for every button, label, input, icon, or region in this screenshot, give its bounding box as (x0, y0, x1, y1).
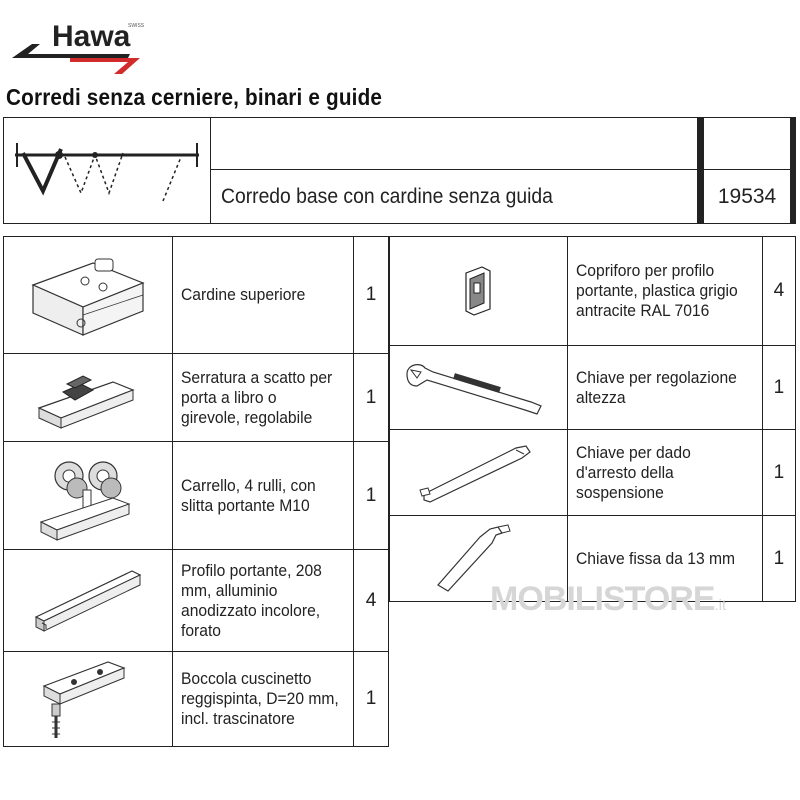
table-row (4, 354, 389, 442)
list-item: Chiave per dado d'arresto della sospensione (567, 430, 762, 516)
left-parts-table (3, 236, 389, 747)
list-item: Carrello, 4 rulli, con slitta portante M10 (173, 442, 354, 550)
quantity: 1 (354, 442, 389, 550)
table-row (390, 346, 796, 430)
table-row (4, 442, 389, 550)
right-parts-table (389, 236, 796, 602)
list-item: Serratura a scatto per porta a libro o girevole, regolabile (173, 354, 354, 442)
brand-tagline: SWISS (128, 23, 145, 29)
snap-lock-icon (33, 362, 143, 434)
folding-door-diagram-icon (9, 131, 205, 211)
watermark (490, 580, 726, 619)
quantity: 1 (762, 346, 795, 430)
list-item: Copriforo per profilo portante, plastica grigio antracite RAL 7016 (567, 237, 762, 346)
list-item: Cardine superiore (173, 237, 354, 354)
list-item: Profilo portante, 208 mm, alluminio anodizzato incolore, forato (173, 550, 354, 652)
brand-logo (10, 18, 145, 78)
bushing-icon (38, 656, 138, 742)
base-kit-description: Corredo base con cardine senza guida (210, 170, 700, 224)
brand-name: Hawa (52, 20, 131, 53)
base-kit-code: 19534 (701, 170, 793, 224)
page-title: Corredi senza cerniere, binari e guide (6, 84, 383, 110)
quantity: 4 (354, 550, 389, 652)
list-item: Chiave fissa da 13 mm (567, 516, 762, 602)
table-row (4, 237, 389, 354)
quantity: 1 (762, 430, 795, 516)
upper-hinge-icon (23, 245, 153, 345)
height-wrench-icon (403, 356, 553, 420)
door-diagram (4, 118, 211, 224)
profile-icon (28, 561, 148, 641)
nut-key-icon (418, 438, 538, 508)
table-row (390, 237, 796, 346)
watermark-text: MOBILISTORE (490, 580, 715, 618)
trolley-icon (33, 446, 143, 546)
cover-cap-icon (458, 261, 498, 321)
header-product-table (3, 117, 796, 224)
quantity: 1 (762, 516, 795, 602)
watermark-suffix: .it (714, 597, 727, 614)
table-row (4, 550, 389, 652)
list-item: Boccola cuscinetto reggispinta, D=20 mm, incl. trascinatore (173, 652, 354, 747)
quantity: 1 (354, 237, 389, 354)
quantity: 4 (762, 237, 795, 346)
list-item: Chiave per regolazione altezza (567, 346, 762, 430)
table-row (4, 652, 389, 747)
quantity: 1 (354, 652, 389, 747)
quantity: 1 (354, 354, 389, 442)
table-row (390, 430, 796, 516)
